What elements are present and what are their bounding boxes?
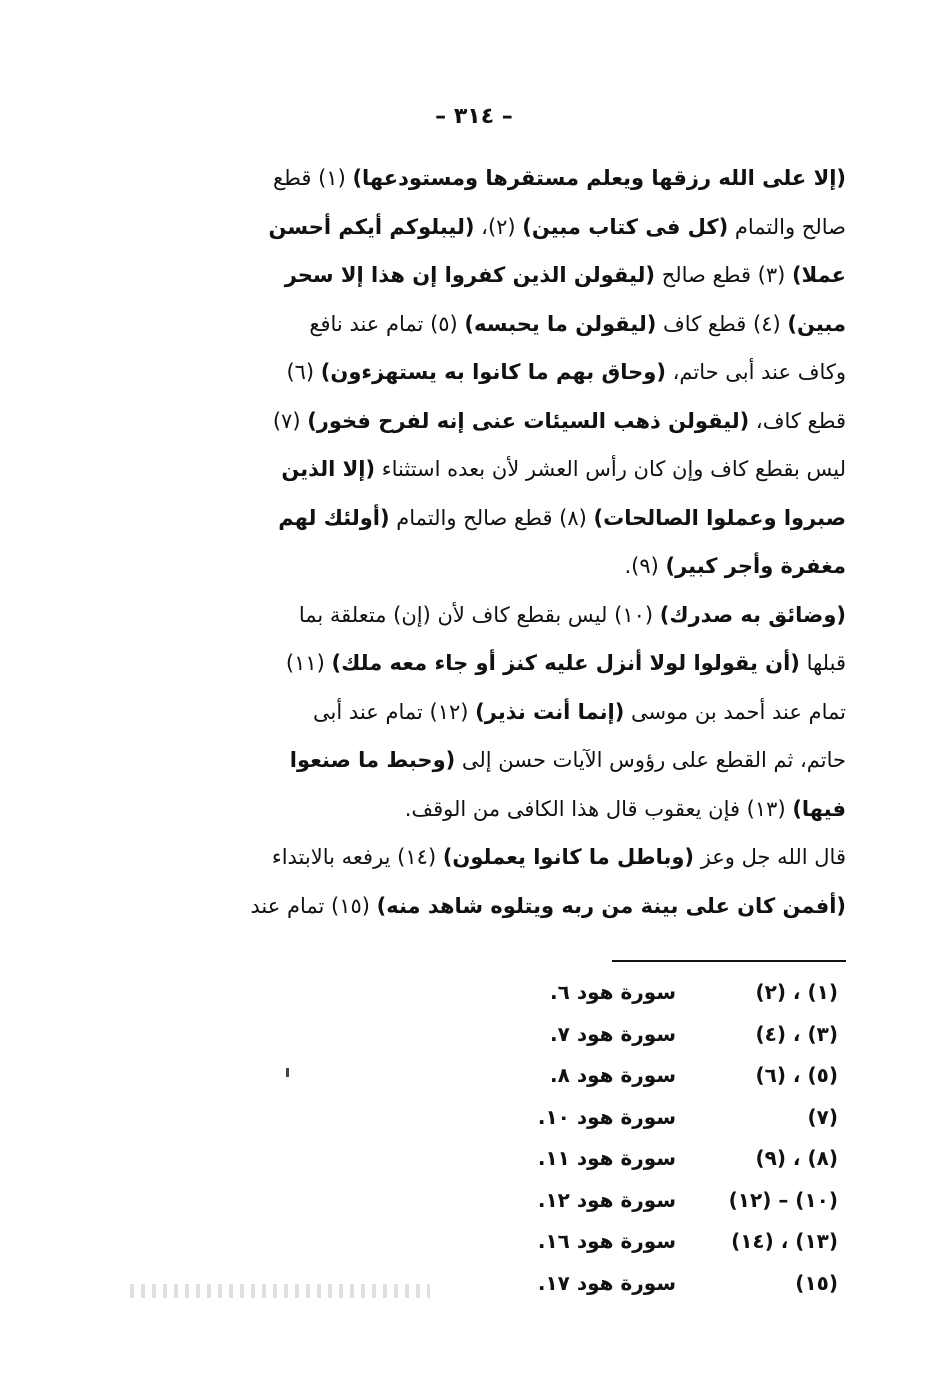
footnote-numbers: (٣) ، (٤) (755, 1021, 838, 1046)
text-line (140, 736, 846, 784)
quran-quote: (إلا الذين (281, 457, 376, 481)
text-line (140, 494, 846, 542)
text-line (140, 591, 846, 639)
commentary-text: حاتم، ثم القطع على رؤوس الآيات حسن إلى (455, 748, 846, 772)
commentary-text: صالح والتمام (728, 214, 846, 239)
commentary-text: قطع كاف، (749, 408, 846, 433)
footnote-row (418, 1022, 838, 1062)
commentary-text: (١) قطع (272, 166, 353, 190)
footnote-row (418, 1063, 838, 1103)
quran-quote: مبين) (787, 311, 846, 336)
quran-quote: (ليقولن ما يحبسه) (464, 311, 657, 336)
text-line (140, 203, 846, 251)
commentary-text: (١٤) يرفعه بالابتداء (271, 845, 443, 869)
commentary-text: (١٥) تمام عند (250, 893, 377, 918)
text-line (140, 639, 846, 687)
commentary-text: (١٣) فإن يعقوب قال هذا الكافى من الوقف. (404, 796, 793, 821)
footnote-reference: سورة هود ٨. (550, 1063, 676, 1087)
text-line (140, 300, 846, 348)
footnote-reference: سورة هود ٧. (550, 1021, 676, 1046)
text-line (140, 397, 846, 445)
footnote-reference: سورة هود ١١. (537, 1146, 676, 1170)
commentary-text: قال الله جل وعز (694, 845, 846, 869)
footnote-separator (612, 960, 846, 962)
quran-quote: (ليقولن ذهب السيئات عنى إنه لفرح فخور) (307, 408, 750, 433)
footnote-reference: سورة هود ١٦. (537, 1229, 676, 1253)
quran-quote: (أن يقولوا لولا أنزل عليه كنز أو جاء معه ملك) (331, 651, 800, 675)
quran-quote: (وباطل ما كانوا يعملون) (442, 845, 695, 869)
footnote-reference: سورة هود ٦. (550, 980, 676, 1004)
quran-quote: (وحبط ما صنعوا (289, 748, 456, 772)
quran-quote: (وضائق به صدرك) (659, 602, 846, 627)
body-text (140, 154, 846, 934)
commentary-text: تمام عند أحمد بن موسى (624, 699, 846, 724)
commentary-text: (٦) (286, 360, 321, 384)
footnote-reference: سورة هود ١٢. (537, 1187, 676, 1212)
footnote-row (418, 1271, 838, 1311)
commentary-text: وكاف عند أبى حاتم، (665, 360, 846, 384)
footnote-numbers: (١٥) (795, 1270, 838, 1295)
text-line (140, 785, 846, 833)
footnote-row (418, 1188, 838, 1228)
bleed-through-text (130, 1284, 430, 1298)
footnote-numbers: (٨) ، (٩) (755, 1146, 838, 1170)
commentary-text: (٥) تمام عند نافع (309, 311, 465, 336)
footnote-row (418, 980, 838, 1020)
text-line (140, 445, 846, 493)
commentary-text: ليس بقطع كاف وإن كان رأس العشر لأن بعده استثناء (375, 457, 846, 481)
commentary-text: (١١) (285, 651, 332, 675)
text-line (140, 251, 846, 299)
commentary-text: (١٢) تمام عند أبى (313, 699, 476, 724)
quran-quote: فيها) (792, 796, 846, 821)
footnote-reference: سورة هود ١٠. (537, 1104, 676, 1129)
footnote-numbers: (٧) (807, 1104, 838, 1129)
commentary-text: (٤) قطع كاف (656, 311, 788, 336)
footnote-numbers: (٥) ، (٦) (755, 1063, 838, 1087)
quran-quote: (إنما أنت نذير) (475, 699, 625, 724)
text-line (140, 154, 846, 202)
footnote-row (418, 1146, 838, 1186)
quran-quote: (ليبلوكم أيكم أحسن (268, 214, 475, 239)
footnote-numbers: (١٣) ، (١٤) (731, 1229, 838, 1253)
quran-quote: عملا) (792, 263, 846, 287)
quran-quote: (أفمن كان على بينة من ربه ويتلوه شاهد منه) (376, 893, 846, 918)
commentary-text: (٣) قطع صالح (655, 263, 793, 287)
footnote-numbers: (١٠) – (١٢) (728, 1187, 838, 1212)
commentary-text: (٢)، (474, 214, 523, 239)
text-line (140, 688, 846, 736)
footnote-row (418, 1105, 838, 1145)
commentary-text: (٨) قطع صالح والتمام (389, 505, 594, 530)
quran-quote: (ليقولن الذين كفروا إن هذا إلا سحر (284, 263, 656, 287)
footnote-reference: سورة هود ١٧. (537, 1270, 676, 1295)
commentary-text: (١٠) ليس بقطع كاف لأن (إن) متعلقة بما (298, 602, 660, 627)
quran-quote: (كل فى كتاب مبين) (522, 214, 729, 239)
quran-quote: (إلا على الله رزقها ويعلم مستقرها ومستودعها) (352, 166, 846, 190)
text-line (140, 348, 846, 396)
text-line (140, 542, 846, 590)
text-line (140, 882, 846, 930)
commentary-text: قبلها (799, 651, 846, 675)
footnote-numbers: (١) ، (٢) (755, 980, 838, 1004)
commentary-text: (٧) (272, 408, 308, 433)
scan-speck (286, 1068, 289, 1077)
commentary-text: (٩). (624, 554, 666, 578)
text-line (140, 833, 846, 881)
quran-quote: (أولئك لهم (278, 505, 390, 530)
footnote-row (418, 1229, 838, 1269)
quran-quote: مغفرة وأجر كبير) (665, 554, 846, 578)
quran-quote: (وحاق بهم ما كانوا به يستهزءون) (320, 360, 666, 384)
quran-quote: صبروا وعملوا الصالحات) (593, 505, 846, 530)
page-number: – ٣١٤ – (435, 104, 513, 129)
